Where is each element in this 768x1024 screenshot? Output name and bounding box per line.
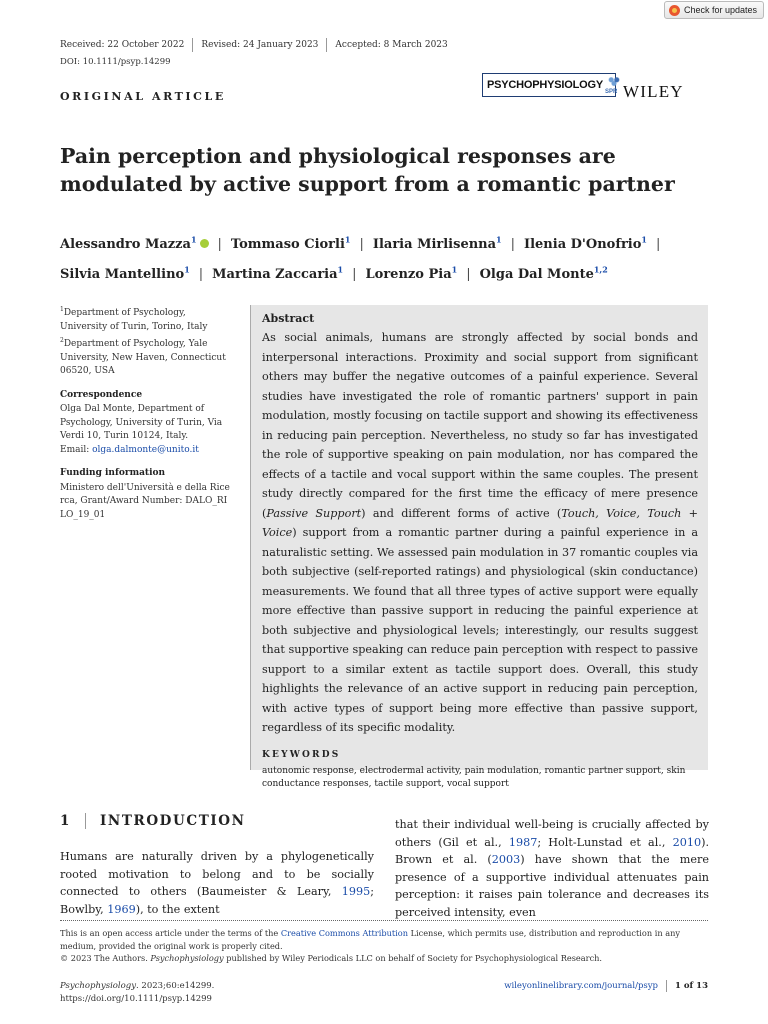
article-title: Pain perception and physiological responses are modulated by active support from a romantic partner [60,144,675,196]
orcid-icon[interactable] [200,239,209,248]
check-for-updates-button[interactable] [664,1,764,19]
divider [85,813,86,829]
spr-logo-icon [603,75,618,95]
doi-url[interactable]: https://doi.org/10.1111/psyp.14299 [60,993,212,1004]
correspondence-text: Olga Dal Monte, Department of Psychology, University of Turin, Via Verdi 10, Turin 10124, Italy. [60,404,223,441]
tree-icon [607,75,621,87]
email-link[interactable]: olga.dalmonte@unito.it [92,444,199,455]
author-separator: | [655,237,661,253]
keywords-text: autonomic response, electrodermal activity, pain modulation, romantic partner support, skin conductance responses, tactile support, vocal support [262,765,686,789]
abstract-text: As social animals, humans are strongly affected by social bonds and interpersonal interactions. Proximity and social support from significant others may buffer the negative outcomes of a painful experience. Several studies have investigated the role of romantic partners' support in pain modulation, mostly focusing on tactile support and showing its effectiveness in reducing pain perception. Nevertheless, no study so far has investigated the role of supportive speaking on pain modulation, nor has compared the effects of a tactile and vocal support within the same couples. The present study directly compared for the first time the efficacy of mere presence (Passive Support) and different forms of active (Touch, Voice, Touch + Voice) support from a romantic partner during a painful experience in a naturalistic setting. We assessed pain modulation in 37 romantic couples via both subjective (self-reported ratings) and physiological (skin conductance) measurements. We found that all three types of active support were equally more effective than passive support in reducing the painful experience at both subjective and physiological levels; interestingly, our results suggest that supportive speaking can reduce pain perception with respect to passive support to a similar extent as tactile support does. Overall, this study highlights the relevance of an active support in reducing pain perception, with active types of support being more effective than passive support, regardless of its specific modality. [262,331,699,734]
author-name: Silvia Mantellino$^1$ [60,264,190,282]
intro-column-right: that their individual well-being is crucially affected by others (Gil et al., 1987; Holt-Lunstad et al., 2010). Brown et al. (2003) have shown that the mere presence of a supportive individual attenuates pain perception: it raises pain tolerance and decreases its perceived intensity, even [395,818,710,919]
divider [326,38,327,52]
divider [666,980,667,992]
intro-column-left: Humans are naturally driven by a phylogenetically rooted motivation to belong and to be socially connected to others (Baumeister & Leary, 1995; Bowlby, 1969), to the extent [60,850,374,916]
citation-link[interactable]: 2003 [491,853,521,866]
journal-name: PSYCHOPHYSIOLOGY [487,79,603,91]
journal-logo [482,73,616,97]
author-separator: | [352,266,357,282]
section-number: 1 [60,813,71,829]
citation-link[interactable]: 1969 [107,902,136,916]
article-info-sidebar [60,303,232,532]
author-affiliation-mark: 1 [496,235,502,245]
author-name: Ilaria Mirlisenna$^1$ [372,235,502,253]
crossmark-icon [669,5,680,16]
author-separator: | [510,237,516,253]
author-affiliation-mark: 1 [344,235,351,245]
author-name: Lorenzo Pia$^1$ [365,264,458,282]
revised-date: Revised: 24 January 2023 [201,40,319,50]
author-name: Olga Dal Monte$^{1,2}$ [479,264,608,282]
author-separator: | [217,237,222,253]
check-for-updates-label: Check for updates [683,5,757,15]
author-affiliation-mark: 1 [190,235,197,245]
received-date: Received: 22 October 2022 [60,40,185,50]
keywords-heading: KEYWORDS [262,749,341,760]
author-affiliation-mark: 1 [184,264,190,275]
correspondence: Correspondence Olga Dal Monte, Department of Psychology, University of Turin, Via Verdi 10, Turin 10124, Italy. Email: olga.dalmonte@unito.it [60,389,232,458]
accepted-date: Accepted: 8 March 2023 [335,40,448,50]
divider [192,38,193,52]
affiliation-2: $^2$Department of Psychology, Yale University, New Haven, Connecticut 06520, USA [60,337,226,376]
author-name: Alessandro Mazza$^1$ [60,237,209,252]
abstract-box [250,305,708,789]
funding-text: Ministero dell'Università e della Ricerca, Grant/Award Number: DALO_RILO_19_01 [60,482,230,520]
section-heading-introduction [60,813,246,829]
funding-information [60,467,232,522]
author-list [60,228,740,287]
correspondence-heading: Correspondence [60,389,143,400]
author-separator: | [359,237,364,253]
author-affiliation-mark: 1 [451,264,458,275]
footnote-divider [60,920,708,921]
author-affiliation-mark: 1 [641,235,647,245]
author-name: Tommaso Ciorli$^1$ [230,235,351,253]
funding-heading: Funding information [60,468,166,478]
author-affiliation-mark: 1,2 [593,264,608,275]
license-link[interactable]: Creative Commons Attribution [280,928,408,938]
author-name: Ilenia D'Onofrio$^1$ [524,235,647,253]
publisher-logo: WILEY [623,82,684,101]
spr-text: SPR [605,89,618,95]
article-dates [60,38,448,52]
doi: DOI: 10.1111/psyp.14299 [60,57,171,67]
citation-link[interactable]: 2010 [672,835,702,849]
citation-link[interactable]: 1987 [508,835,538,849]
citation-info: Psychophysiology. 2023;60:e14299. https://doi.org/10.1111/psyp.14299 [60,981,215,1004]
article-type: ORIGINAL ARTICLE [60,90,226,103]
affiliations [60,303,232,379]
abstract-heading: Abstract [262,312,315,325]
author-separator: | [466,266,471,282]
affiliation-1: $^1$Department of Psychology, University of Turin, Torino, Italy [60,306,208,332]
author-separator: | [198,266,204,282]
page-number: 1 of 13 [675,981,708,991]
author-affiliation-mark: 1 [337,264,344,275]
section-title: INTRODUCTION [100,813,246,829]
page-footer-right [504,980,708,992]
citation-link[interactable]: 1995 [341,885,371,898]
author-name: Martina Zaccaria$^1$ [212,264,344,282]
license-footnote: This is an open access article under the terms of the Creative Commons Attribution License, which permits use, distribution and reproduction in any medium, provided the original work is properly cited. © 2023 The Authors. Psychophysiology published by Wiley Periodicals LLC on behalf of Society for Psychophysiological Research. [60,928,680,963]
journal-website-link[interactable]: wileyonlinelibrary.com/journal/psyp [504,981,658,991]
